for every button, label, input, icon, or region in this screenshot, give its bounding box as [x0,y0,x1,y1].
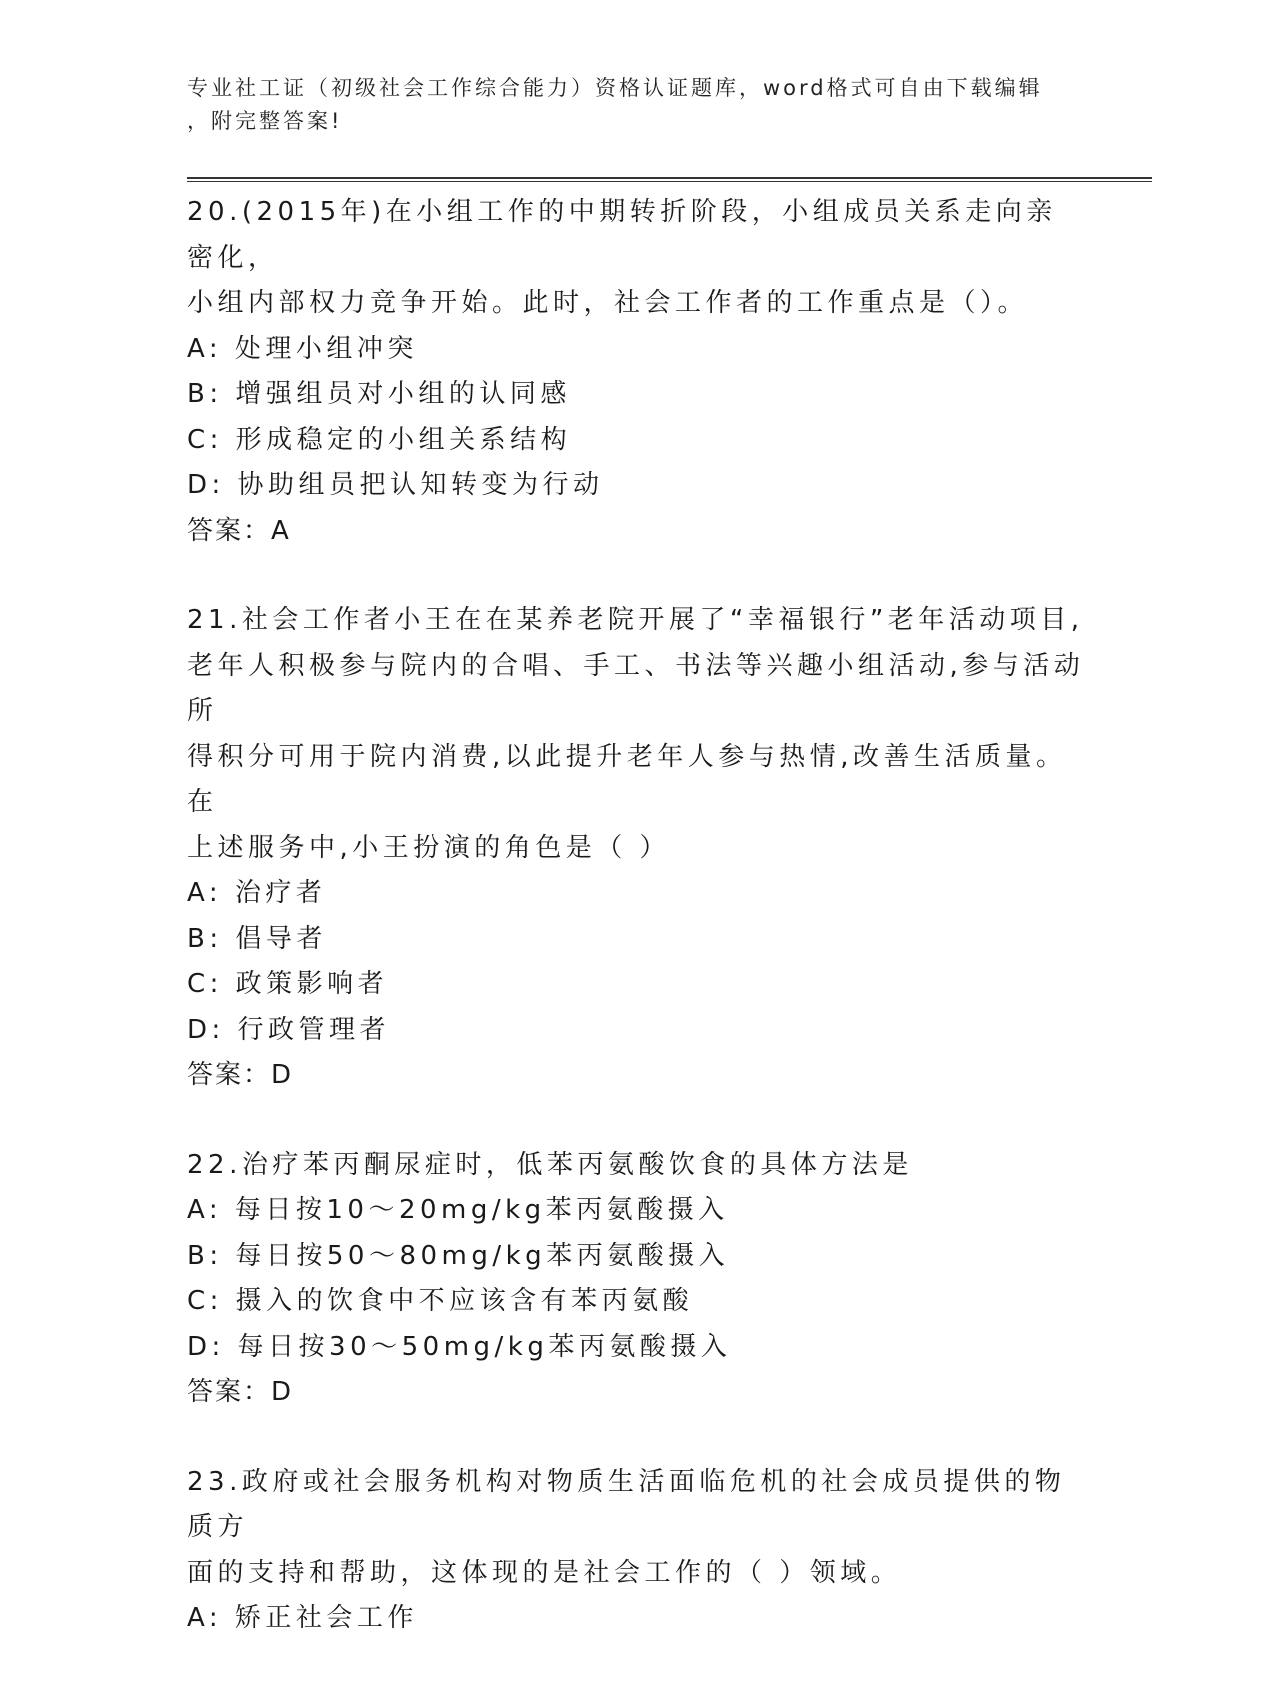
option-a: A: 治疗者 [187,878,327,908]
question-stem-line: 21.社会工作者小王在在某养老院开展了“幸福银行”老年活动项目, [187,605,1084,635]
question-stem-line: 小组内部权力竞争开始。此时，社会工作者的工作重点是（）。 [187,288,1029,318]
option-a: A: 处理小组冲突 [187,333,418,364]
option-b: B: 增强组员对小组的认同感 [187,379,571,409]
option-c: C: 形成稳定的小组关系结构 [187,424,572,455]
option-d: D: 协助组员把认知转变为行动 [187,470,604,500]
header-divider [187,177,1152,182]
option-c: C: 政策影响者 [187,969,389,999]
answer-line: 答案：A [187,515,291,546]
question-stem-line: 面的支持和帮助，这体现的是社会工作的（ ）领域。 [187,1557,902,1588]
question-23 [187,1460,1087,1642]
question-list [187,190,1087,1686]
question-21 [187,598,1087,1099]
option-b: B: 倡导者 [187,923,327,954]
question-stem-line: 23.政府或社会服务机构对物质生活面临危机的社会成员提供的物质方 [187,1466,1066,1542]
option-d: D: 行政管理者 [187,1014,391,1045]
answer-line: 答案：D [187,1060,294,1090]
header-title-line-1: 专业社工证（初级社会工作综合能力）资格认证题库，word格式可自由下载编辑 [187,76,1043,100]
question-20 [187,190,1087,554]
question-stem-line: 20.(2015年)在小组工作的中期转折阶段，小组成员关系走向亲密化， [187,197,1057,273]
question-stem-line: 得积分可用于院内消费,以此提升老年人参与热情,改善生活质量。在 [187,741,1067,817]
question-stem-line: 上述服务中,小王扮演的角色是（ ） [187,832,671,863]
option-a: A: 矫正社会工作 [187,1603,418,1633]
option-c: C: 摄入的饮食中不应该含有苯丙氨酸 [187,1286,694,1316]
option-d: D: 每日按30～50mg/kg苯丙氨酸摄入 [187,1331,732,1362]
option-a: A: 每日按10～20mg/kg苯丙氨酸摄入 [187,1195,729,1225]
question-22 [187,1143,1087,1416]
document-header [187,72,1067,138]
question-stem-line: 22.治疗苯丙酮尿症时，低苯丙氨酸饮食的具体方法是 [187,1149,913,1180]
answer-line: 答案：D [187,1377,294,1407]
option-b: B: 每日按50～80mg/kg苯丙氨酸摄入 [187,1240,730,1271]
header-title-line-2: ，附完整答案! [187,109,343,133]
question-stem-line: 老年人积极参与院内的合唱、手工、书法等兴趣小组活动,参与活动所 [187,650,1085,726]
